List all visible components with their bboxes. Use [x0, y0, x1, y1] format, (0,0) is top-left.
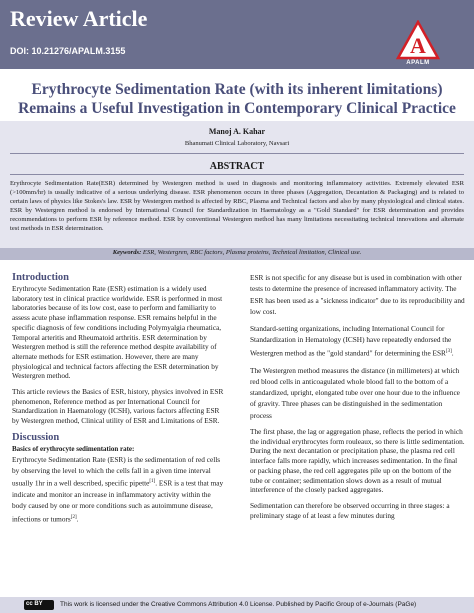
intro-paragraph-2: This article reviews the Basics of ESR, history, physics involved in ESR phenomenon, Reference method as per International Council for Standardization in Haematology (ICSH), various factors affecting ESR by Westergren method, Clinical utility of ESR and Limitations of ESR. [12, 387, 224, 426]
keywords-line [0, 249, 474, 256]
abstract-box [0, 121, 474, 259]
citation-link[interactable]: [1] [149, 479, 156, 485]
right-paragraph-1: ESR is not specific for any disease but is used in combination with other tests to determine the presence of increased inflammatory activity. The ESR has been used as a "sickness indicator" due to its reproducibility and low cost. [250, 273, 465, 316]
right-paragraph-5: Sedimentation can therefore be observed occurring in three stages: a preliminary stage of at least a few minutes during [250, 500, 450, 520]
divider [10, 153, 464, 154]
title-line-1: Erythrocyte Sedimentation Rate (with its inherent limitations) [31, 81, 443, 98]
author-affiliation: Bhanumati Clinical Laboratory, Navsari [184, 140, 290, 147]
citation-link[interactable]: [2] [70, 514, 77, 520]
title-line-2: Remains a Useful Investigation in Contemporary Clinical Practice [18, 100, 456, 117]
apalm-logo-icon [396, 20, 440, 60]
apalm-logo [396, 20, 440, 66]
cc-icon: cc BY [26, 601, 43, 607]
right-paragraph-2: Standard-setting organizations, including International Council for Standardization in Hematology (ICSH) have repeatedly endorsed the Westergren method as the "gold standard" for determining the ESR[3]. [250, 324, 454, 358]
introduction-heading: Introduction [12, 272, 69, 283]
abstract-heading: ABSTRACT [209, 161, 265, 172]
abstract-text: Erythrocyte Sedimentation Rate(ESR) determined by Westergren method is used in diagnosis and monitoring inflammatory activities. Extremely elevated ESR (>100mm/hr) is usually indicative of a serious underlying disease. ESR phenomenon occurs in three phases (Aggregation, Decantation & Packaging) and is related to certain laws of physics like Stokes's law. ESR by Westergren method is affected by RBC, Plasma and Technical factors and also by many physiological and clinical states. ESR by Westergren method is endorsed by International Council for Standardization in Haematology as a "Gold Standard" for ESR determination and provides recommendations to perform ESR by reference method. ESR by conventional Westergren method has many limitations necessitating technical innovations and alternate test methods in ESR determination. [10, 180, 464, 232]
journal-header [0, 0, 474, 69]
right-column [250, 272, 465, 526]
license-footer [0, 597, 474, 613]
doi-label[interactable]: DOI: 10.21276/APALM.3155 [10, 46, 126, 56]
right-paragraph-4: The first phase, the lag or aggregation phase, reflects the period in which the individual erythrocytes form rouleaux, so there is little sedimentation. During the next decantation or precipitation phase, the plasma red cell interface falls more rapidly, which increases sedimentation. In the final or packing phase, the red cell aggregates pile up on the bottom of the tube or container; sedimentation slows down as a result of mutual interference of the closely packed aggregates. [250, 426, 465, 495]
author-name: Manoj A. Kahar [208, 127, 266, 136]
cc-by-badge[interactable] [24, 600, 54, 610]
citation-link[interactable]: [3] [445, 348, 452, 354]
svg-text:A: A [410, 33, 426, 58]
divider [10, 174, 464, 175]
intro-paragraph-1: Erythrocyte Sedimentation Rate (ESR) estimation is a widely used laboratory test in clinical practice worldwide. ESR is performed in most laboratories because of its low cost, ease to perform and familiarity to assess acute phase inflammation response. ESR remains helpful in the specific diagnosis of few conditions including Polymyalgia rheumatica, Temporal arteritis and Rheumatoid arthritis. ESR determination by Westergren method is still the reference method despite availability of alternate methods for ESR estimation. However, there are many physiological and technical factors affecting the ESR determination by Westergren method. [12, 284, 223, 381]
logo-caption: APALM [406, 60, 430, 66]
license-text: This work is licensed under the Creative Commons Attribution 4.0 License. Published by Pacific Group of e-Journals (PaGe) [60, 601, 417, 608]
basics-subheading: Basics of erythrocyte sedimentation rate: [12, 444, 135, 453]
discussion-heading: Discussion [12, 431, 60, 443]
article-title [0, 80, 474, 118]
keywords-label: Keywords: [112, 249, 142, 256]
article-type: Review Article [10, 6, 148, 31]
keywords-bar [0, 248, 474, 260]
discussion-paragraph-1: Erythrocyte Sedimentation Rate (ESR) is the sedimentation of red cells by observing the level to which the cells fall in a given time interval usually 1hr in a well described, specific pipette[1]. ESR is a test that may indicate and monitor an increase in inflammatory activity within the body caused by one or more conditions such as autoimmune disease, infections or tumors[2]. [12, 454, 224, 524]
right-paragraph-3: The Westergren method measures the distance (in millimeters) at which red blood cells in anticoagulated whole blood fall to the bottom of a standardized, upright, elongated tube over one hour due to the influence of gravity. Three phases can be distinguished in the sedimentation process [250, 365, 460, 420]
left-column [12, 272, 227, 530]
keywords-text: ESR, Westergren, RBC factors, Plasma proteins, Technical limitation, Clinical use. [142, 249, 362, 256]
